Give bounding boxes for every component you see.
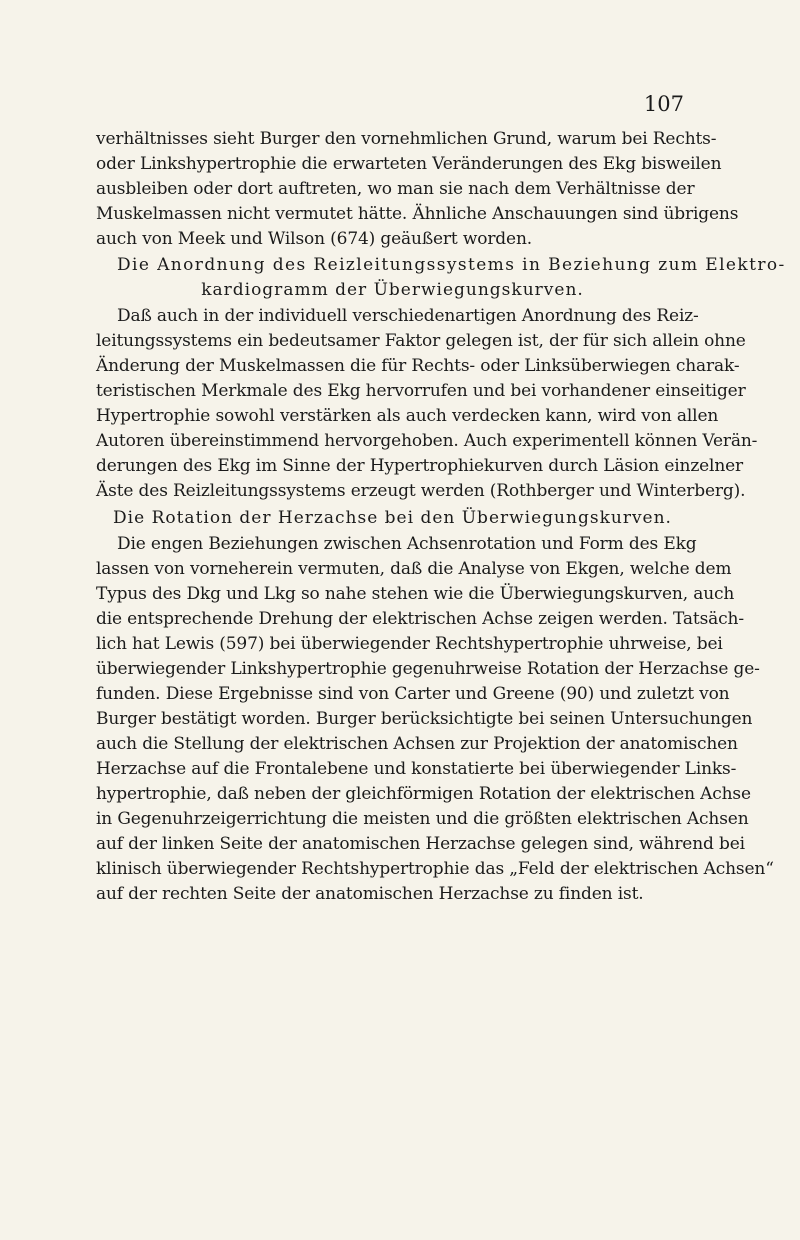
text-line: verhältnisses sieht Burger den vornehmlichen Grund, warum bei Rechts- [96,129,717,149]
page-number: 107 [643,92,684,116]
text-line: derungen des Ekg im Sinne der Hypertrophiekurven durch Läsion einzelner [96,456,744,476]
text-line: auf der rechten Seite der anatomischen Herzachse zu finden ist. [96,884,644,904]
section-heading: kardiogramm der Überwiegungskurven. [201,280,584,300]
text-line: Äste des Reizleitungssystems erzeugt werden (Rothberger und Winterberg). [96,481,746,501]
section-heading: Die Rotation der Herzachse bei den Überwiegungskurven. [113,508,672,528]
text-line: funden. Diese Ergebnisse sind von Carter und Greene (90) und zuletzt von [96,684,730,704]
text-line: ausbleiben oder dort auftreten, wo man sie nach dem Verhältnisse der [96,179,695,199]
text-line: Autoren übereinstimmend hervorgehoben. Auch experimentell können Verän- [96,431,758,451]
text-line: auf der linken Seite der anatomischen Herzachse gelegen sind, während bei [96,834,745,854]
text-line: die entsprechende Drehung der elektrischen Achse zeigen werden. Tatsäch- [96,609,744,629]
text-line: Herzachse auf die Frontalebene und konstatierte bei überwiegender Links- [96,759,737,779]
text-line: lich hat Lewis (597) bei überwiegender Rechtshypertrophie uhrweise, bei [96,634,723,654]
text-line: auch die Stellung der elektrischen Achsen zur Projektion der anatomischen [96,734,738,754]
text-line: leitungssystems ein bedeutsamer Faktor gelegen ist, der für sich allein ohne [96,331,746,351]
text-line: oder Linkshypertrophie die erwarteten Veränderungen des Ekg bisweilen [96,154,722,174]
text-line: in Gegenuhrzeigerrichtung die meisten und die größten elektrischen Achsen [96,809,749,829]
text-line: Typus des Dkg und Lkg so nahe stehen wie die Überwiegungskurven, auch [96,584,735,604]
section-heading: Die Anordnung des Reizleitungssystems in Beziehung zum Elektro- [117,255,786,275]
text-line: lassen von vorneherein vermuten, daß die Analyse von Ekgen, welche dem [96,559,732,579]
text-line: klinisch überwiegender Rechtshypertrophie das „Feld der elektrischen Achsen“ [96,859,774,879]
text-line: Muskelmassen nicht vermutet hätte. Ähnliche Anschauungen sind übrigens [96,204,739,224]
text-line: teristischen Merkmale des Ekg hervorrufen und bei vorhandener einseitiger [96,381,746,401]
text-line: überwiegender Linkshypertrophie gegenuhrweise Rotation der Herzachse ge- [96,659,760,679]
text-line: Änderung der Muskelmassen die für Rechts- oder Linksüberwiegen charak- [96,356,740,376]
text-line: Daß auch in der individuell verschiedenartigen Anordnung des Reiz- [117,306,699,326]
text-line: auch von Meek und Wilson (674) geäußert worden. [96,229,533,249]
text-line: Burger bestätigt worden. Burger berücksichtigte bei seinen Untersuchungen [96,709,753,729]
text-line: hypertrophie, daß neben der gleichförmigen Rotation der elektrischen Achse [96,784,751,804]
text-line: Hypertrophie sowohl verstärken als auch verdecken kann, wird von allen [96,406,719,426]
text-line: Die engen Beziehungen zwischen Achsenrotation und Form des Ekg [117,534,697,554]
